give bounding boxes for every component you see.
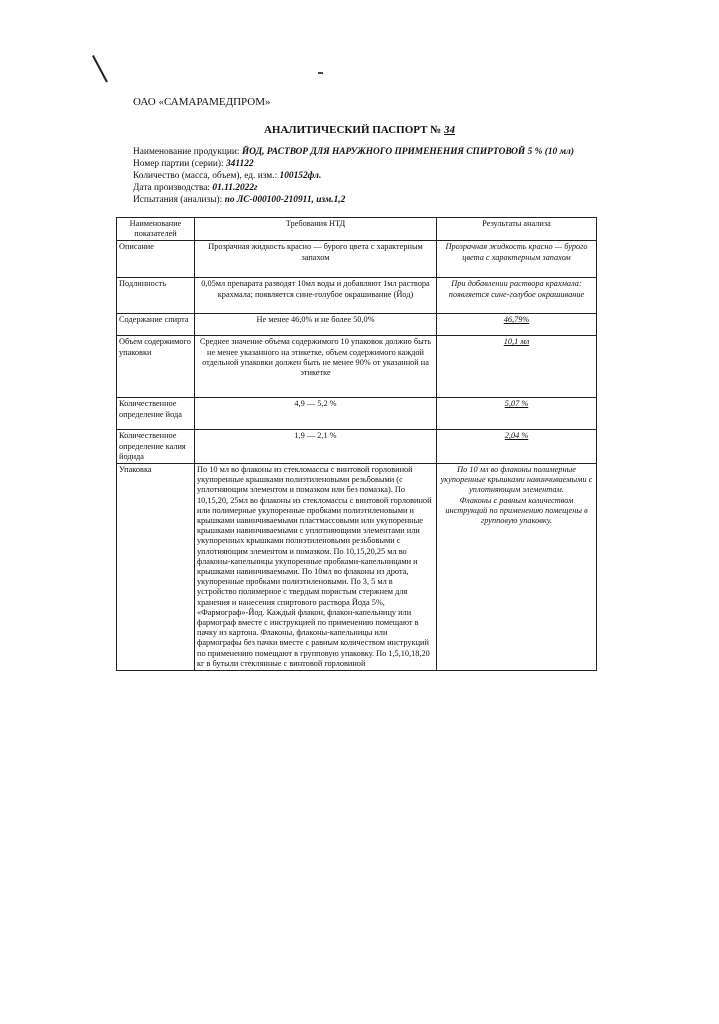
row-result — [437, 430, 597, 464]
row-indicator: Количественное определение калия йодида — [117, 430, 195, 464]
row-requirement: 1,9 — 2,1 % — [195, 430, 437, 464]
row-indicator: Описание — [117, 241, 195, 278]
table-row — [117, 241, 597, 278]
row-result — [437, 464, 597, 671]
product-label: Наименование продукции: — [133, 147, 240, 157]
table-row — [117, 430, 597, 464]
date-label: Дата производства: — [133, 183, 211, 193]
document-title-text: АНАЛИТИЧЕСКИЙ ПАСПОРТ № — [263, 124, 442, 136]
row-result-value: 2,04 % — [504, 431, 529, 441]
pen-stroke-mark — [92, 55, 108, 82]
row-requirement: 4,9 — 5,2 % — [195, 398, 437, 430]
table-row — [117, 314, 597, 336]
row-indicator: Количественное определение йода — [117, 398, 195, 430]
tests-value: по ЛС-000100-210911, изм.1,2 — [224, 195, 346, 205]
row-result-part-2: Флаконы с равным количеством инструкций по применению помещены в групповую упаковку. — [445, 495, 588, 526]
tests-label: Испытания (анализы): — [133, 195, 223, 205]
document-number: 34 — [444, 124, 456, 136]
header-results: Результаты анализа — [437, 218, 597, 241]
row-result-value: 46,79% — [503, 315, 530, 325]
meta-product-line — [133, 146, 603, 158]
table-row — [117, 464, 597, 671]
table-row — [117, 336, 597, 398]
company-name: ОАО «САМАРАМЕДПРОМ» — [133, 96, 271, 108]
row-requirement: Прозрачная жидкость красно — бурого цвета с характерным запахом — [195, 241, 437, 278]
header-requirements: Требования НТД — [195, 218, 437, 241]
table-header-row — [117, 218, 597, 241]
row-indicator: Подлинность — [117, 278, 195, 314]
product-meta — [133, 146, 603, 206]
meta-quantity-line — [133, 170, 603, 182]
quantity-label: Количество (масса, объем), ед. изм.: — [133, 171, 278, 181]
header-indicator: Наименование показателей — [117, 218, 195, 241]
document-title — [0, 124, 719, 136]
table-row — [117, 278, 597, 314]
meta-tests-line — [133, 194, 603, 206]
row-indicator: Объем содержимого упаковки — [117, 336, 195, 398]
pen-dot-mark — [318, 72, 323, 74]
product-value: ЙОД, РАСТВОР ДЛЯ НАРУЖНОГО ПРИМЕНЕНИЯ СПИРТОВОЙ 5 % (10 мл) — [241, 147, 574, 157]
meta-date-line — [133, 182, 603, 194]
row-result: Прозрачная жидкость красно — бурого цвета с характерным запахом — [437, 241, 597, 278]
row-indicator: Содержание спирта — [117, 314, 195, 336]
row-requirement: Не менее 46,0% и не более 50,0% — [195, 314, 437, 336]
quantity-value: 100152фл. — [279, 171, 322, 181]
row-result-value: 5,07 % — [504, 399, 529, 409]
row-indicator: Упаковка — [117, 464, 195, 671]
row-result-value: 10,1 мл — [503, 337, 530, 347]
row-requirement: По 10 мл во флаконы из стекломассы с винтовой горловиной укупоренные крышками полиэтиленовыми резьбовыми (с уплотняющим элементом и помазком или без помазка). По 10,15,20, 25мл во флаконы из стекломассы с винтовой горловиной или полимерные укупоренные пробками полиэтиленовыми и крышками навинчиваемыми пластмассовыми или укупоренные крышками навинчиваемыми с уплотняющими элементами или укупоренных крышками полиэтиленовыми резьбовыми с уплотняющим элементом и помазком. По 10,15,20,25 мл во флаконы-капельницы укупоренные пробками-капельницами и крышками навинчиваемыми. По 10мл во флаконы из дрота, укупоренные пробками полиэтиленовыми. По 3, 5 мл в устройство полимерное с твердым пористым стержнем для хранения и нанесения спиртового раствора Йода 5%, «Фармограф»-Йод. Каждый флакон, флакон-капельницу или фармограф вместе с инструкцией по применению помещают в пачку из картона. Флаконы, флаконы-капельницы или фармографы без пачки вместе с равным количеством инструкций по применению помещают в групповую упаковку. По 1,5,10,18,20 кг в бутыли стеклянные с винтовой горловиной — [195, 464, 437, 671]
row-requirement: Среднее значение объема содержимого 10 упаковок должно быть не менее указанного на этикетке, объем содержимого каждой отдельной упаковки должен быть не менее 90% от указанной на этикетке — [195, 336, 437, 398]
date-value: 01.11.2022г — [212, 183, 258, 193]
row-result: При добавлении раствора крахмала: появляется сине-голубое окрашивание — [437, 278, 597, 314]
row-result — [437, 314, 597, 336]
table-row — [117, 398, 597, 430]
batch-value: 341122 — [225, 159, 254, 169]
row-result-part-1: По 10 мл во флаконы полимерные укупоренные крышками навинчиваемыми с уплотняющим элементам. — [440, 465, 593, 495]
row-result — [437, 398, 597, 430]
meta-batch-line — [133, 158, 603, 170]
row-result — [437, 336, 597, 398]
analysis-table — [116, 217, 597, 671]
batch-label: Номер партии (серии): — [133, 159, 224, 169]
row-requirement: 0,05мл препарата разводят 10мл воды и добавляют 1мл раствора крахмала; появляется сине-голубое окрашивание (Йод) — [195, 278, 437, 314]
